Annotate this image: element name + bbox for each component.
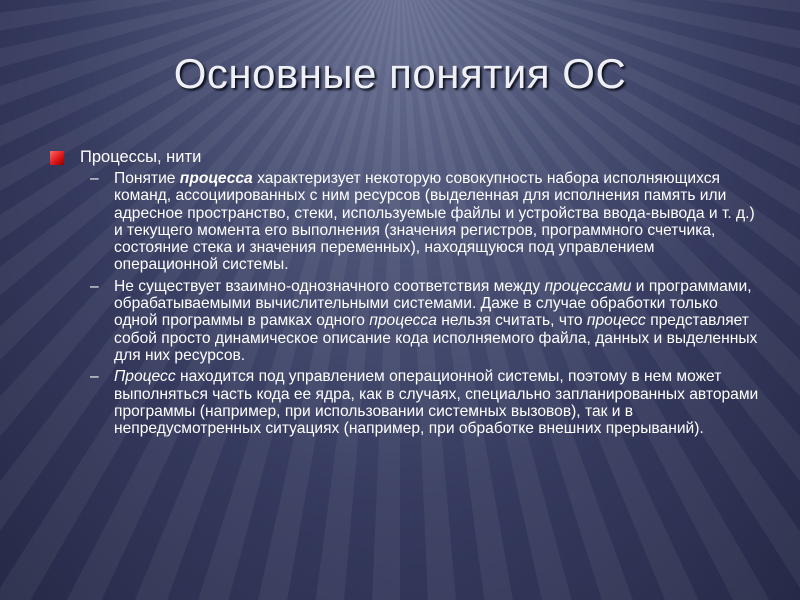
- text-segment: находится под управлением операционной системы, поэтому в нем может выполняться часть кода ее ядра, как в случаях, специально запланированных авторами программы (например, при использовании системных вызовов), так и в непредусмотренных ситуациях (например, при обработке внешних прерываний).: [114, 368, 759, 438]
- text-segment: процесс: [586, 312, 646, 330]
- sub-item-3: [90, 368, 760, 438]
- dash-marker: –: [90, 277, 99, 295]
- text-segment: Не существует взаимно-однозначного соответствия между: [114, 277, 545, 295]
- text-segment: процессами: [544, 277, 632, 295]
- text-segment: нельзя считать, что: [436, 312, 587, 330]
- slide-content: [50, 147, 760, 441]
- sub-item-2: [90, 277, 760, 364]
- text-segment: характеризует некоторую совокупность набора исполняющихся команд, ассоциированных с ним ресурсов (выделенная для исполнения память или адресное пространство, стеки, используемые файлы и устройства ввода-вывода и т. д.) и текущего момента его выполнения (значения регистров, программного счетчика, состояние стека и значения переменных), находящуюся под управлением операционной системы.: [114, 170, 755, 274]
- text-segment: и программами, обрабатываемыми вычислительными системами. Даже в случае обработки только одной программы в рамках одного: [114, 277, 752, 330]
- slide-title: Основные понятия ОС: [173, 50, 627, 97]
- dash-marker: –: [90, 368, 99, 386]
- red-square-bullet-icon: [50, 151, 64, 165]
- sub-item-list: [50, 170, 760, 437]
- text-segment: Понятие: [114, 170, 180, 187]
- sub-item-1: [90, 170, 760, 274]
- dash-marker: –: [90, 170, 99, 187]
- text-segment: представляет собой просто динамическое описание кода исполняемого файла, данных и выделенных для них ресурсов.: [114, 312, 758, 364]
- bullet-label: Процессы, нити: [80, 148, 202, 166]
- text-segment: Процесс: [114, 368, 176, 386]
- bullet-item: [50, 147, 760, 167]
- text-segment: процесса: [369, 312, 437, 330]
- text-segment: процесса: [179, 170, 253, 187]
